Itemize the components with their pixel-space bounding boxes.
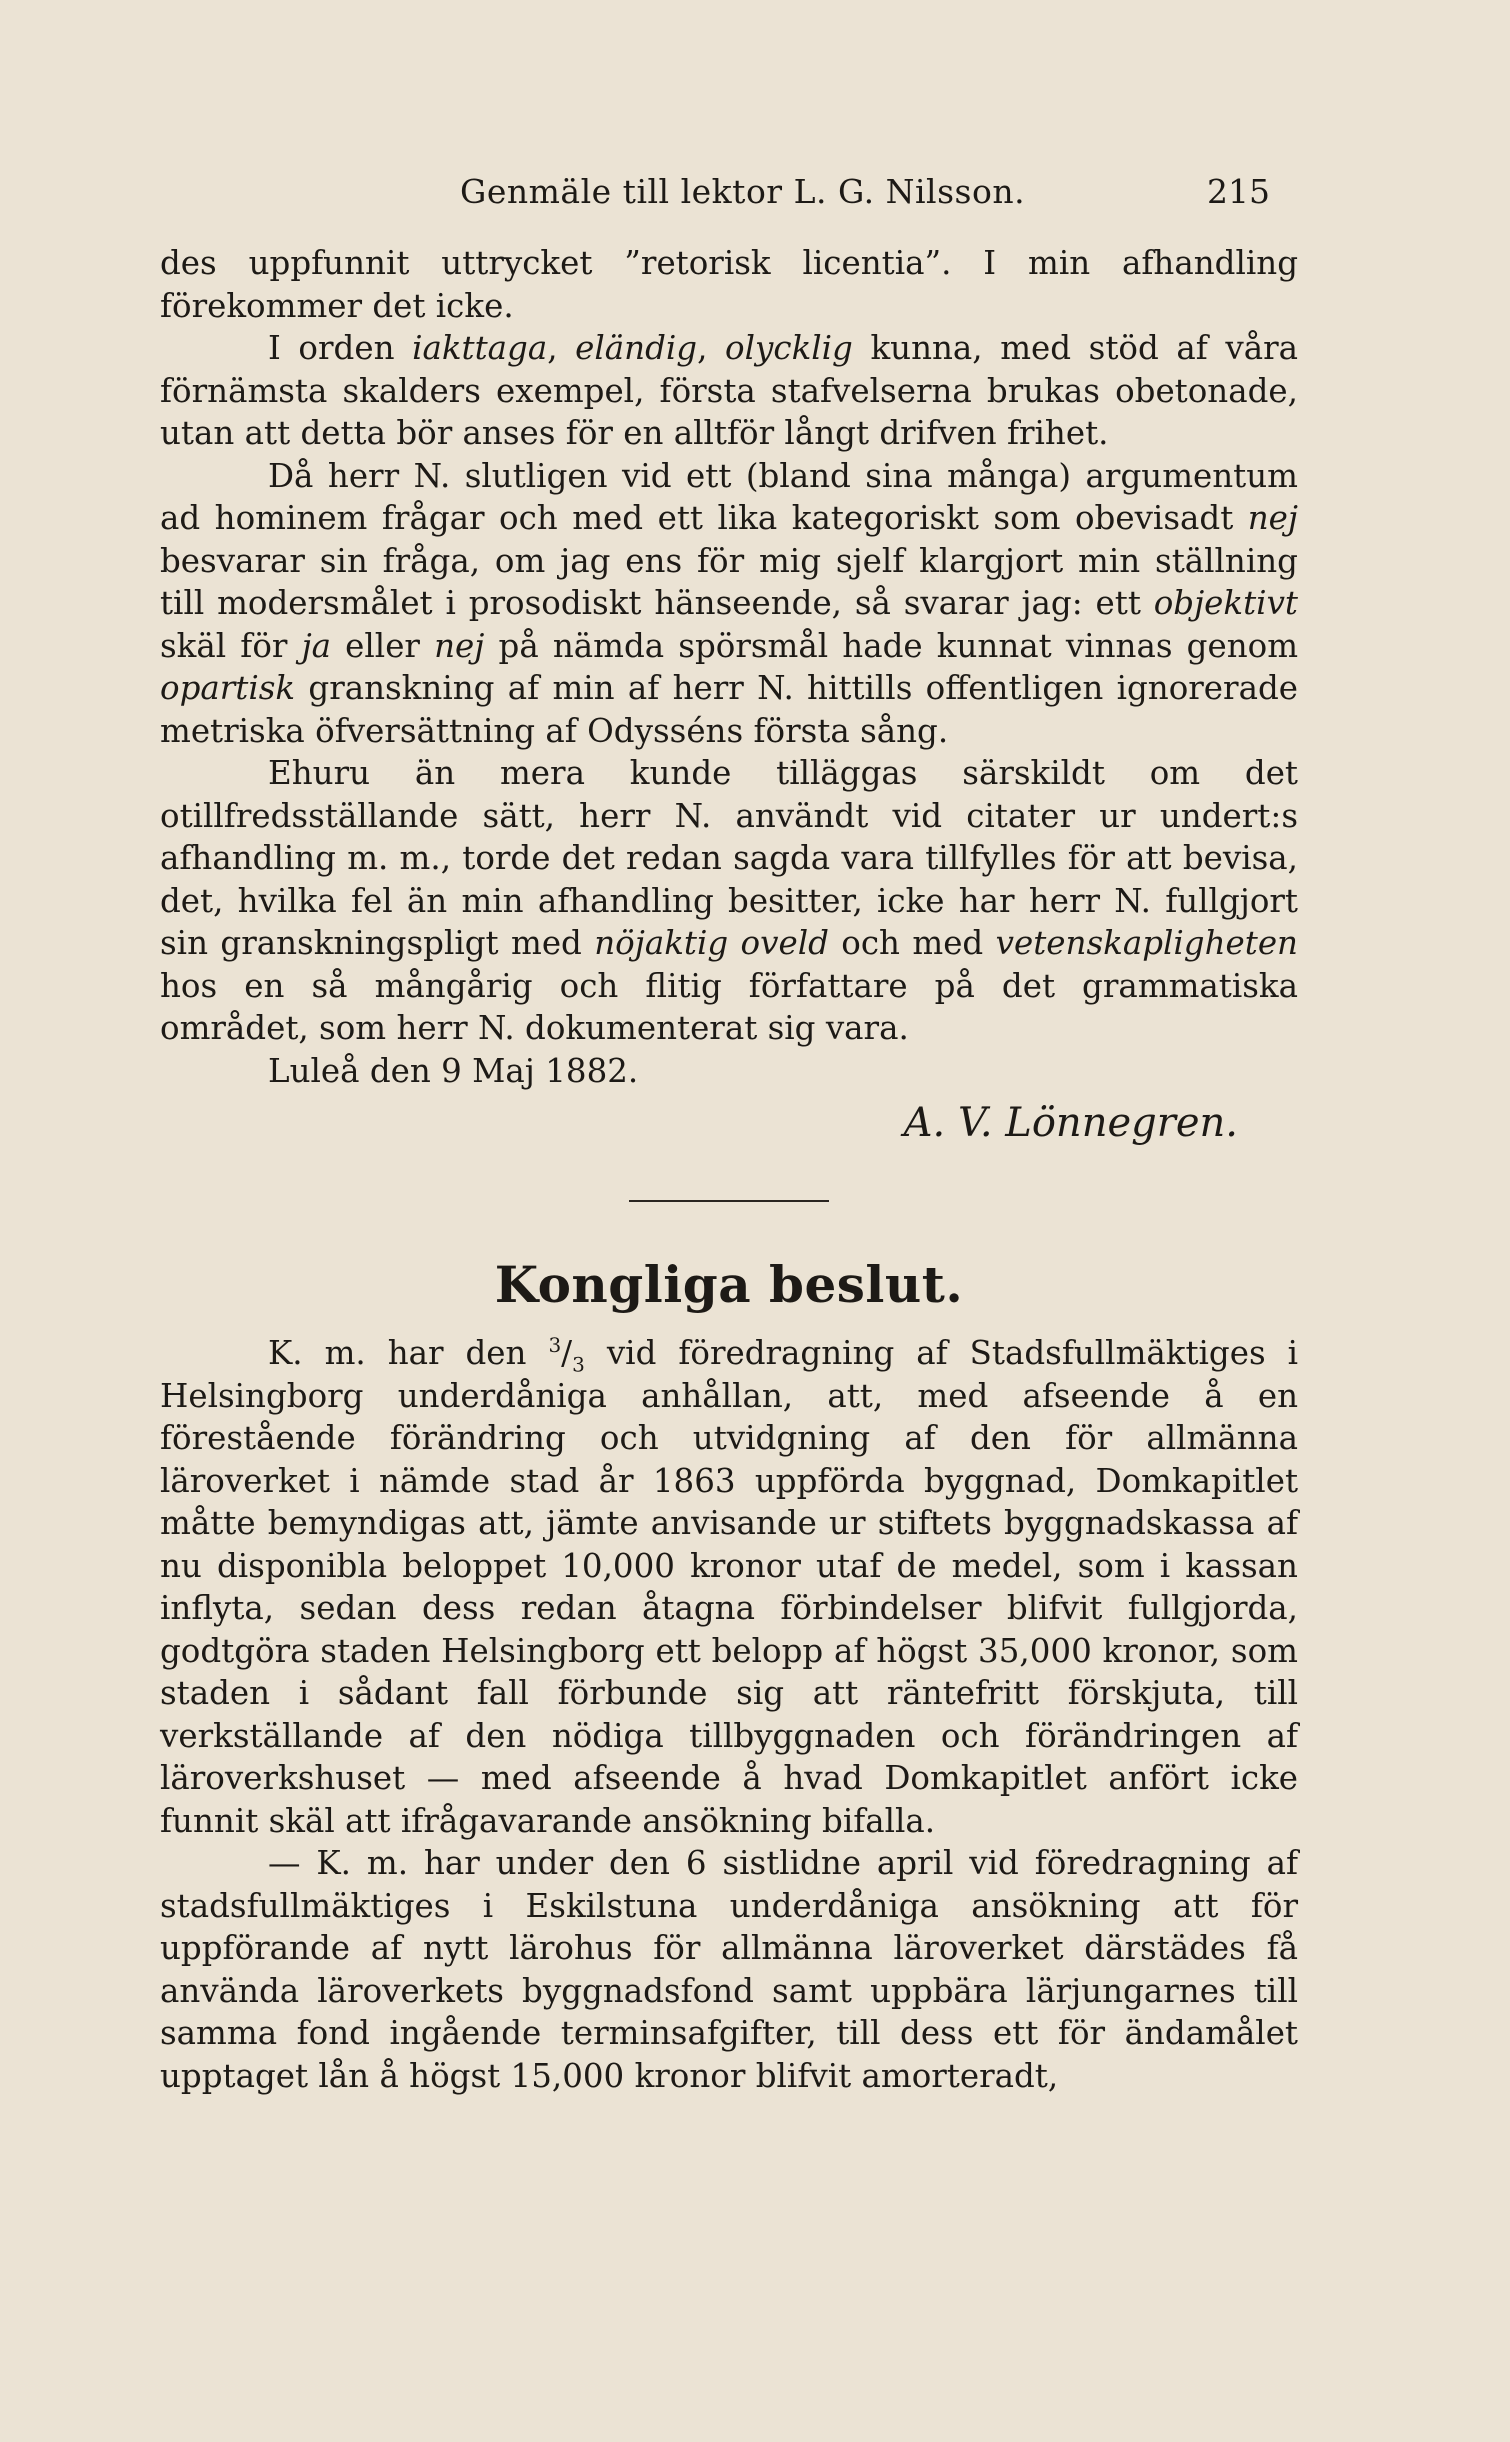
text-run: skäl för [160, 626, 302, 665]
italic-word: nej [1247, 499, 1298, 537]
text-run: , [697, 329, 726, 367]
decree-eskilstuna [160, 1842, 1298, 2097]
date-month: 3 [572, 1352, 585, 1377]
text-run: K. m. har den [268, 1334, 549, 1372]
text-run: hos en så mångårig och flitig författare på det grammatiska området, som herr N. dokumenterat sig vara. [160, 966, 1298, 1047]
date-day: 3 [548, 1333, 562, 1358]
italic-word: ja [301, 626, 332, 665]
italic-word: objektivt [1153, 584, 1298, 622]
text-run: eller [331, 626, 435, 665]
text-run: I orden [268, 329, 413, 367]
paragraph-conclusion [160, 752, 1298, 1050]
decree-helsingborg [160, 1332, 1298, 1842]
text-run: besvarar sin fråga, om jag ens för mig sjelf klargjort min ställning till modersmålet i prosodiskt hänseende, så svarar jag: ett [160, 541, 1298, 622]
text-run: och med [828, 924, 996, 962]
paragraph-word-stress [160, 327, 1298, 455]
italic-word: nöjaktig oveld [594, 924, 829, 962]
paragraph-continuation [160, 242, 1298, 327]
text-run: på nämda spörsmål hade kunnat vinnas genom [484, 626, 1299, 665]
italic-word: iakttaga [412, 329, 548, 367]
page-header [160, 172, 1270, 222]
text-run: granskning af min af herr N. hittills offentligen ignorerade metriska öfversättning af Odysséns första sång. [160, 669, 1298, 750]
section-divider [629, 1200, 829, 1202]
date-separator: / [561, 1334, 573, 1372]
text-run: vid föredragning af Stadsfullmäktiges i Helsingborg underdåniga anhållan, att, med afseende å en förestående förändring och utvidgning af den för allmänna läroverket i nämde stad år 1863 uppförda byggnad, Domkapitlet måtte bemyndigas att, jämte anvisande ur stiftets byggnadskassa af nu disponibla beloppet 10,000 kronor utaf de medel, som i kassan inflyta, sedan dess redan åtagna förbindelser blifvit fullgjorda, godtgöra staden Helsingborg ett belopp af högst 35,000 kronor, som staden i sådant fall förbunde sig att räntefritt förskjuta, till verkställande af den nödiga tillbyggnaden och förändringen af läroverkshuset — med afseende å hvad Domkapitlet anfört icke funnit skäl att ifrågavarande ansökning bifalla. [160, 1334, 1298, 1840]
section-heading: Kongliga beslut. [494, 1254, 964, 1314]
paragraph-text: des uppfunnit uttrycket ”retorisk licentia”. I min afhandling förekommer det icke. [160, 244, 1298, 325]
text-run: Ehuru än mera kunde tilläggas särskildt om det otillfredsställande sätt, herr N. användt vid citater ur undert:s afhandling m. m., torde det redan sagda vara tillfylles för att bevisa, det, hvilka fel än min afhandling besitter, icke har herr N. fullgjort sin granskningspligt med [160, 754, 1298, 962]
running-title: Genmäle till lektor L. G. Nilsson. [460, 172, 1026, 211]
text-run: — K. m. har under den 6 sistlidne april vid föredragning af stadsfullmäktiges i Eskilstuna underdåniga ansökning att för uppförande af nytt lärohus för allmänna läroverket därstädes få använda läroverkets byggnadsfond samt uppbära lärjungarnes till samma fond ingående terminsafgifter, till dess ett för ändamålet upptaget lån å högst 15,000 kronor blifvit amorteradt, [160, 1844, 1298, 2095]
text-run: Då herr N. slutligen vid ett (bland sina många) argumentum ad hominem frågar och med ett lika kategoriskt som obevisadt [160, 456, 1298, 537]
italic-word: olycklig [725, 329, 853, 367]
page-number: 215 [1207, 172, 1270, 211]
dateline: Luleå den 9 Maj 1882. [268, 1051, 639, 1090]
italic-word: nej [434, 626, 485, 665]
signature: A. V. Lönnegren. [903, 1100, 1238, 1146]
italic-word: opartisk [160, 669, 296, 707]
text-run: kunna, med stöd af våra förnämsta skalders exempel, första stafvelserna brukas obetonade, utan att detta bör anses för en alltför långt drifven frihet. [160, 329, 1298, 452]
italic-word: eländig [575, 329, 698, 367]
page-body [160, 242, 1298, 2097]
paragraph-argument [160, 455, 1298, 753]
italic-word: vetenskapligheten [995, 924, 1298, 962]
text-run: , [547, 329, 576, 367]
